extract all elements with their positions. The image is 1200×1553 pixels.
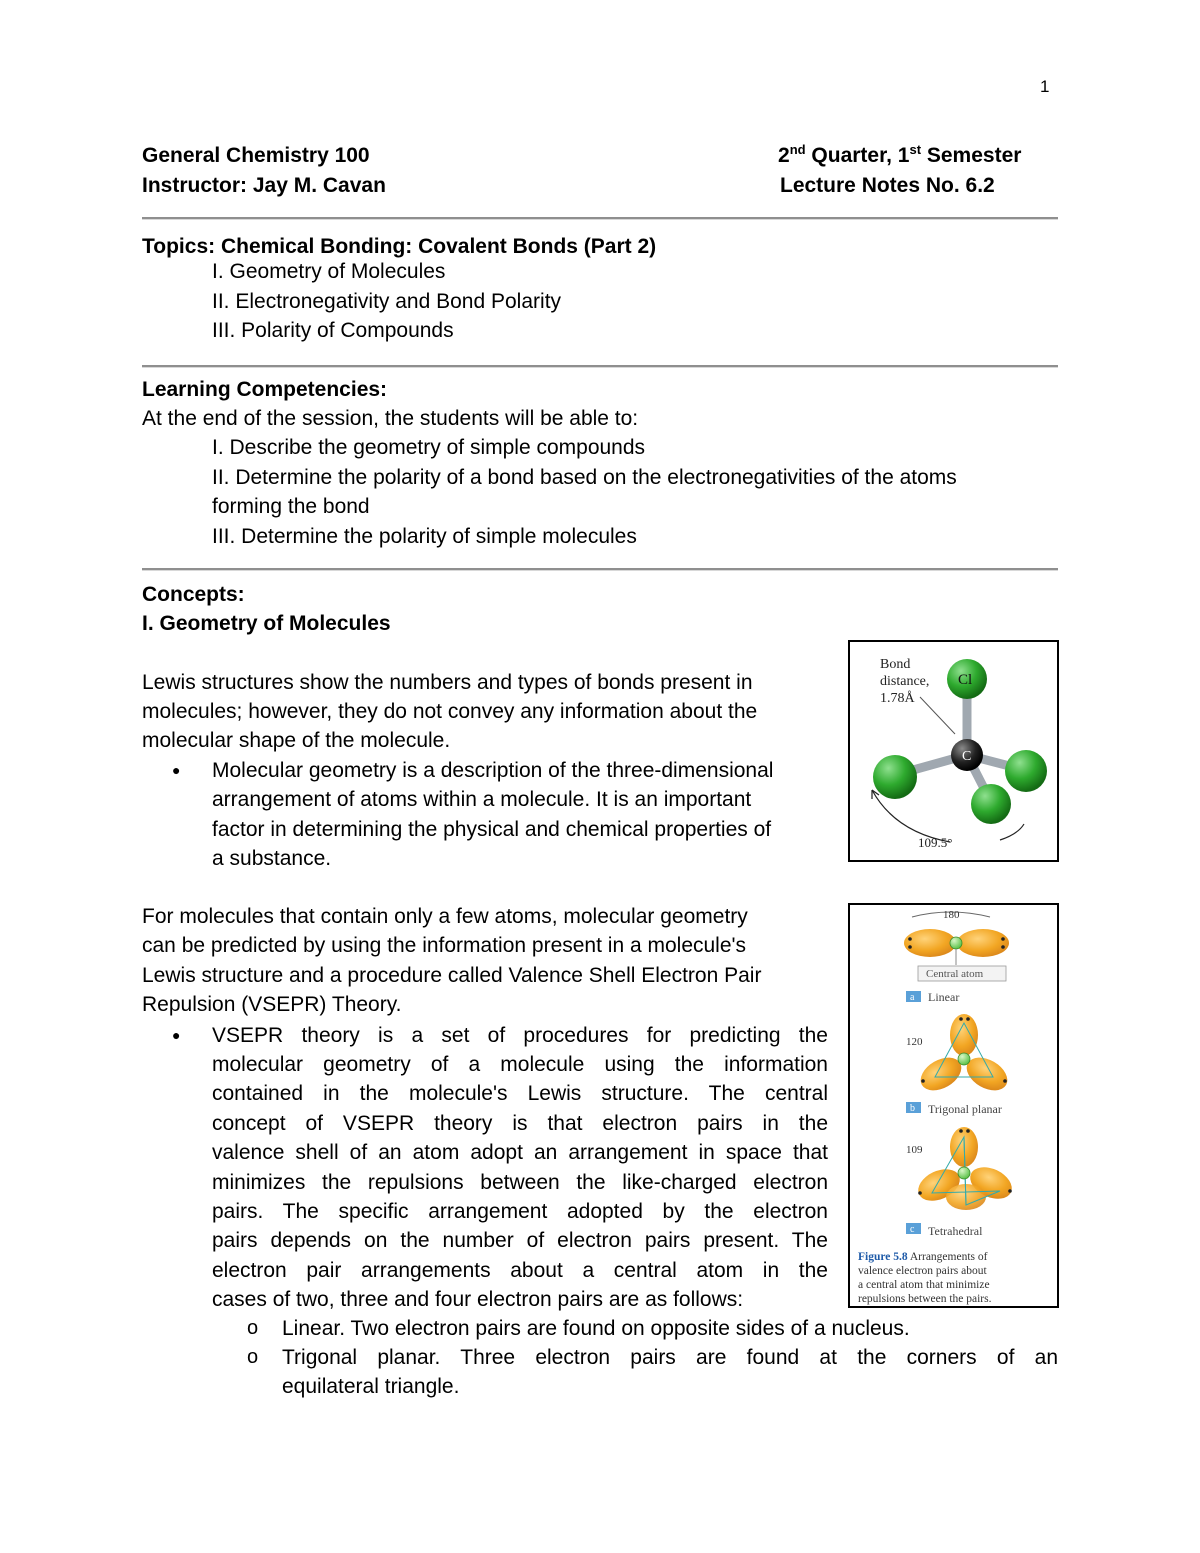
electron-dot bbox=[966, 1017, 970, 1021]
bond-label: distance, bbox=[880, 674, 930, 689]
topic-item: I. Geometry of Molecules bbox=[212, 260, 446, 283]
paragraph-line: Lewis structures show the numbers and types of bonds present in bbox=[142, 671, 753, 694]
cl-label: Cl bbox=[958, 672, 973, 688]
ccl4-molecule-figure bbox=[848, 640, 1059, 862]
angle-arrow bbox=[872, 790, 879, 799]
bullet-text: factor in determining the physical and chemical properties of bbox=[212, 818, 772, 841]
bullet-text: minimizes the repulsions between the like-charged electron bbox=[212, 1171, 828, 1194]
quarter-superscript: nd bbox=[789, 142, 806, 157]
caption-figure-number: Figure 5.8 bbox=[858, 1251, 908, 1263]
angle-label: 109 bbox=[906, 1144, 923, 1156]
bullet-text: a substance. bbox=[212, 847, 332, 870]
bullet-text: valence shell of an atom adopt an arrangement in space that bbox=[212, 1141, 828, 1164]
divider bbox=[142, 568, 1058, 570]
central-atom bbox=[950, 937, 962, 949]
topic-item: II. Electronegativity and Bond Polarity bbox=[212, 290, 562, 313]
figure-letter: a bbox=[910, 992, 915, 1003]
paragraph-line: molecules; however, they do not convey any information about the bbox=[142, 700, 758, 723]
c-label: C bbox=[962, 749, 972, 764]
electron-dot bbox=[1008, 1189, 1012, 1193]
bullet-icon: ● bbox=[172, 1027, 181, 1043]
bullet-text: concept of VSEPR theory is that electron pairs in the bbox=[212, 1112, 828, 1135]
electron-orbital bbox=[957, 929, 1009, 957]
bond-label: Bond bbox=[880, 657, 911, 672]
vsepr-illustration bbox=[850, 905, 1057, 1306]
competency-item: I. Describe the geometry of simple compounds bbox=[212, 436, 646, 459]
angle-label: 109.5° bbox=[918, 835, 953, 850]
angle-label: 120 bbox=[906, 1036, 923, 1048]
figure-letter: c bbox=[910, 1224, 915, 1235]
figure-label: Linear bbox=[928, 990, 960, 1004]
divider bbox=[142, 217, 1058, 219]
chlorine-atom bbox=[873, 755, 917, 799]
bullet-text: Molecular geometry is a description of the three-dimensional bbox=[212, 759, 774, 782]
sub-bullet-text: equilateral triangle. bbox=[282, 1375, 460, 1398]
electron-dot bbox=[908, 945, 912, 949]
chlorine-atom bbox=[1005, 750, 1047, 792]
central-atom bbox=[958, 1167, 970, 1179]
electron-dot bbox=[1003, 1079, 1007, 1083]
central-atom bbox=[958, 1053, 970, 1065]
sub-bullet-text: Trigonal planar. Three electron pairs are found at the corners of an bbox=[282, 1346, 1058, 1369]
course-title: General Chemistry 100 bbox=[142, 144, 370, 167]
paragraph-line: Repulsion (VSEPR) Theory. bbox=[142, 993, 402, 1016]
electron-dot bbox=[908, 937, 912, 941]
competencies-title: Learning Competencies: bbox=[142, 378, 388, 401]
bullet-text: arrangement of atoms within a molecule. It is an important bbox=[212, 788, 752, 811]
topics-title: Topics: Chemical Bonding: Covalent Bonds (Part 2) bbox=[142, 235, 657, 258]
figure-caption bbox=[858, 1251, 988, 1263]
angle-arc bbox=[1000, 824, 1024, 840]
bullet-text: cases of two, three and four electron pairs are as follows: bbox=[212, 1288, 744, 1311]
electron-dot bbox=[1001, 945, 1005, 949]
semester-superscript: st bbox=[909, 142, 922, 157]
chlorine-atom bbox=[971, 784, 1011, 824]
ccl4-molecule-illustration bbox=[850, 642, 1057, 860]
bond-label: 1.78Å bbox=[880, 691, 915, 706]
paragraph-line: can be predicted by using the information present in a molecule's bbox=[142, 934, 747, 957]
bullet-text: electron pair arrangements about a central atom in the bbox=[212, 1259, 828, 1282]
bullet-text: molecular geometry of a molecule using the information bbox=[212, 1053, 828, 1076]
quarter-text: Quarter, 1 bbox=[805, 144, 910, 167]
bullet-text: contained in the molecule's Lewis structure. The central bbox=[212, 1082, 828, 1105]
paragraph-line: Lewis structure and a procedure called Valence Shell Electron Pair bbox=[142, 964, 762, 987]
competency-item-continued: forming the bond bbox=[212, 495, 370, 518]
circle-bullet-icon: o bbox=[247, 1317, 259, 1339]
vsepr-arrangements-figure bbox=[848, 903, 1059, 1308]
section-title-geometry: I. Geometry of Molecules bbox=[142, 612, 391, 635]
electron-dot bbox=[918, 1191, 922, 1195]
quarter-number: 2 bbox=[778, 144, 790, 167]
electron-dot bbox=[921, 1079, 925, 1083]
paragraph-line: For molecules that contain only a few atoms, molecular geometry bbox=[142, 905, 748, 928]
electron-orbital bbox=[950, 1014, 978, 1056]
central-atom-label: Central atom bbox=[926, 968, 984, 980]
instructor-name: Instructor: Jay M. Cavan bbox=[142, 174, 386, 197]
circle-bullet-icon: o bbox=[247, 1346, 259, 1368]
electron-dot bbox=[959, 1017, 963, 1021]
figure-caption-line: valence electron pairs about bbox=[858, 1265, 987, 1277]
divider bbox=[142, 365, 1058, 367]
figure-letter: b bbox=[910, 1103, 915, 1114]
paragraph-line: molecular shape of the molecule. bbox=[142, 729, 451, 752]
bond-pointer-line bbox=[920, 697, 955, 734]
figure-label: Tetrahedral bbox=[928, 1224, 983, 1238]
figure-caption-line: repulsions between the pairs. bbox=[858, 1293, 992, 1305]
concepts-title: Concepts: bbox=[142, 583, 245, 606]
electron-dot bbox=[959, 1129, 963, 1133]
lecture-number: Lecture Notes No. 6.2 bbox=[780, 174, 995, 197]
competency-item: II. Determine the polarity of a bond based on the electronegativities of the atoms bbox=[212, 466, 957, 489]
quarter-semester bbox=[778, 141, 1021, 171]
bullet-text: pairs depends on the number of electron pairs present. The bbox=[212, 1229, 828, 1252]
bullet-icon: ● bbox=[172, 762, 181, 778]
angle-label: 180 bbox=[943, 909, 960, 921]
bullet-text: pairs. The specific arrangement adopted by the electron bbox=[212, 1200, 828, 1223]
caption-text: Arrangements of bbox=[907, 1251, 988, 1263]
sub-bullet-text: Linear. Two electron pairs are found on opposite sides of a nucleus. bbox=[282, 1317, 910, 1340]
page-number: 1 bbox=[1040, 77, 1050, 96]
electron-dot bbox=[966, 1129, 970, 1133]
electron-dot bbox=[1001, 937, 1005, 941]
figure-label: Trigonal planar bbox=[928, 1102, 1002, 1116]
semester-text: Semester bbox=[921, 144, 1022, 167]
figure-caption-line: a central atom that minimize bbox=[858, 1279, 990, 1291]
competencies-intro: At the end of the session, the students will be able to: bbox=[142, 407, 639, 430]
electron-orbital bbox=[904, 929, 956, 957]
competency-item: III. Determine the polarity of simple molecules bbox=[212, 525, 637, 548]
topic-item: III. Polarity of Compounds bbox=[212, 319, 454, 342]
bullet-text: VSEPR theory is a set of procedures for predicting the bbox=[212, 1024, 828, 1047]
